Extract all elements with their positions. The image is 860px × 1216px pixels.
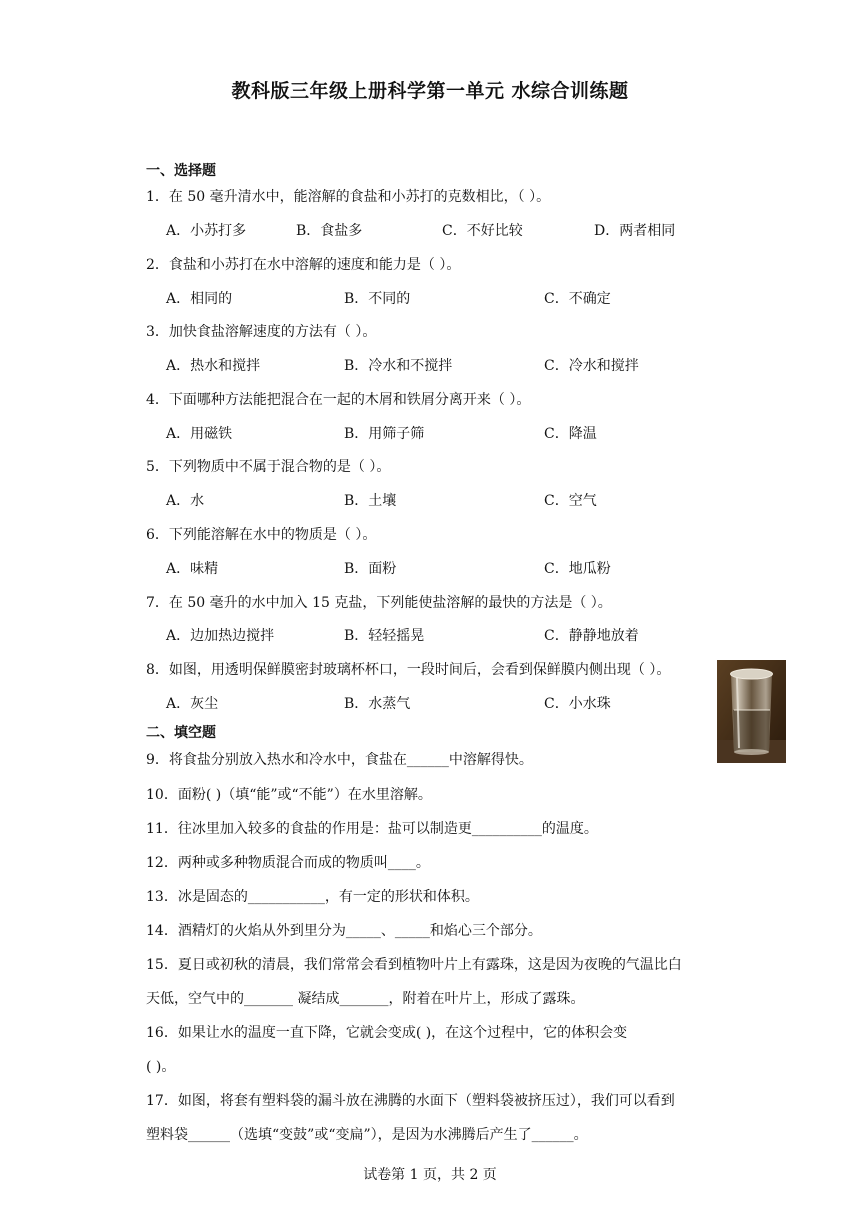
option-d: D．两者相同 xyxy=(594,223,676,239)
option-a: A．热水和搅拌 xyxy=(166,358,261,374)
option-b: B．轻轻摇晃 xyxy=(344,628,425,644)
question-2: 2．食盐和小苏打在水中溶解的速度和能力是（ ）。 xyxy=(146,257,461,273)
option-c: C．冷水和搅拌 xyxy=(544,358,639,374)
options-7 xyxy=(166,625,726,645)
options-6 xyxy=(166,558,726,578)
options-1 xyxy=(166,220,726,240)
option-b: B．食盐多 xyxy=(296,223,363,239)
options-3 xyxy=(166,355,726,375)
options-4 xyxy=(166,423,726,443)
option-c: C．不好比较 xyxy=(442,223,523,239)
question-3: 3．加快食盐溶解速度的方法有（ ）。 xyxy=(146,324,377,340)
question-9: 9．将食盐分别放入热水和冷水中，食盐在______中溶解得快。 xyxy=(146,752,533,768)
question-4: 4．下面哪种方法能把混合在一起的木屑和铁屑分离开来（ ）。 xyxy=(146,392,531,408)
option-a: A．水 xyxy=(166,493,205,509)
option-c: C．空气 xyxy=(544,493,597,509)
option-a: A．灰尘 xyxy=(166,696,219,712)
options-8 xyxy=(166,693,726,713)
option-c: C．小水珠 xyxy=(544,696,611,712)
option-b: B．冷水和不搅拌 xyxy=(344,358,453,374)
question-16-line-1: 16．如果让水的温度一直下降，它就会变成( )，在这个过程中，它的体积会变 xyxy=(146,1025,628,1041)
section-heading-choice: 一、选择题 xyxy=(146,163,216,179)
option-b: B．面粉 xyxy=(344,561,397,577)
page-footer: 试卷第 1 页，共 2 页 xyxy=(363,1167,497,1183)
option-a: A．边加热边搅拌 xyxy=(166,628,275,644)
question-15-line-1: 15．夏日或初秋的清晨，我们常常会看到植物叶片上有露珠，这是因为夜晚的气温比白 xyxy=(146,957,682,973)
options-5 xyxy=(166,490,726,510)
question-1: 1．在 50 毫升清水中，能溶解的食盐和小苏打的克数相比，（ ）。 xyxy=(146,189,551,205)
option-c: C．不确定 xyxy=(544,291,611,307)
question-5: 5．下列物质中不属于混合物的是（ ）。 xyxy=(146,459,391,475)
options-2 xyxy=(166,288,726,308)
question-11: 11．往冰里加入较多的食盐的作用是：盐可以制造更__________的温度。 xyxy=(146,821,598,837)
option-c: C．静静地放着 xyxy=(544,628,639,644)
question-17-line-2: 塑料袋______（选填“变鼓”或“变扁”），是因为水沸腾后产生了______。 xyxy=(146,1127,588,1143)
question-8: 8．如图，用透明保鲜膜密封玻璃杯杯口，一段时间后，会看到保鲜膜内侧出现（ ）。 xyxy=(146,662,671,678)
question-13: 13．冰是固态的___________，有一定的形状和体积。 xyxy=(146,889,479,905)
question-16-line-2: ( )。 xyxy=(146,1059,176,1075)
page-title: 教科版三年级上册科学第一单元 水综合训练题 xyxy=(231,80,629,102)
option-a: A．味精 xyxy=(166,561,219,577)
option-b: B．不同的 xyxy=(344,291,411,307)
question-17-line-1: 17．如图，将套有塑料袋的漏斗放在沸腾的水面下（塑料袋被挤压过），我们可以看到 xyxy=(146,1093,675,1109)
option-b: B．土壤 xyxy=(344,493,397,509)
option-a: A．小苏打多 xyxy=(166,223,247,239)
option-a: A．用磁铁 xyxy=(166,426,233,442)
question-15-line-2: 天低，空气中的_______ 凝结成_______，附着在叶片上，形成了露珠。 xyxy=(146,991,585,1007)
option-a: A．相同的 xyxy=(166,291,233,307)
option-b: B．水蒸气 xyxy=(344,696,411,712)
section-heading-fill: 二、填空题 xyxy=(146,725,216,741)
question-12: 12．两种或多种物质混合而成的物质叫____。 xyxy=(146,855,430,871)
glass-cup-image xyxy=(717,660,786,763)
question-7: 7．在 50 毫升的水中加入 15 克盐，下列能使盐溶解的最快的方法是（ ）。 xyxy=(146,595,612,611)
question-6: 6．下列能溶解在水中的物质是（ ）。 xyxy=(146,527,377,543)
option-c: C．降温 xyxy=(544,426,597,442)
option-b: B．用筛子筛 xyxy=(344,426,425,442)
option-c: C．地瓜粉 xyxy=(544,561,611,577)
question-14: 14．酒精灯的火焰从外到里分为_____、_____和焰心三个部分。 xyxy=(146,923,542,939)
question-10: 10．面粉( )（填“能”或“不能”）在水里溶解。 xyxy=(146,787,432,803)
